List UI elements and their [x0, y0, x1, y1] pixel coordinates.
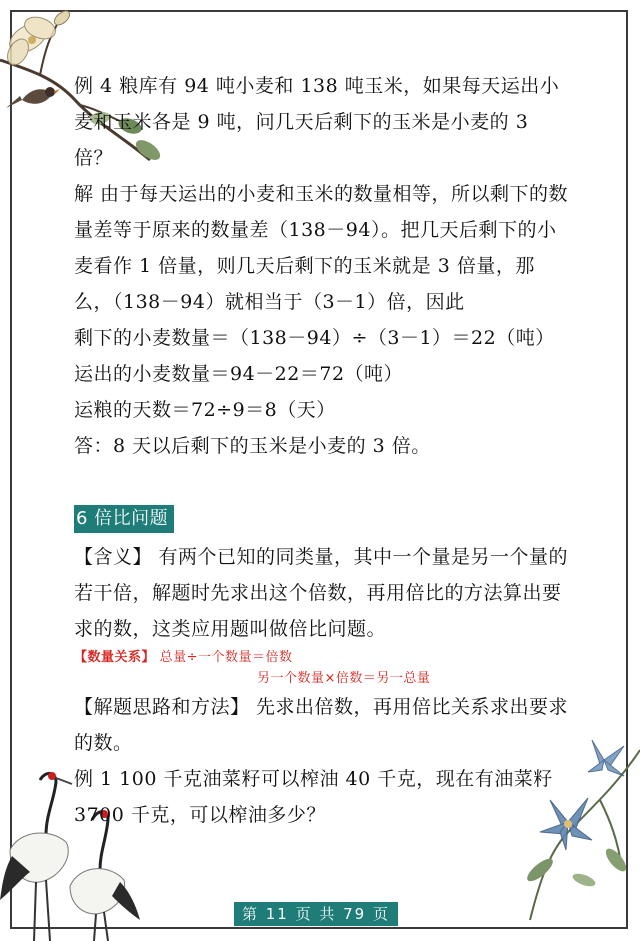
section-spacer — [74, 464, 570, 500]
section-approach: 【解题思路和方法】 先求出倍数，再用倍比关系求出要求的数。 — [74, 696, 569, 754]
section-title: 6 倍比问题 — [74, 505, 174, 533]
section-meaning: 【含义】 有两个已知的同类量，其中一个量是另一个量的若干倍，解题时先求出这个倍数，再用倍比的方法算出要求的数，这类应用题叫做倍比问题。 — [74, 546, 569, 640]
quantity-relation — [74, 647, 570, 689]
relation-formula-1: 总量÷一个数量＝倍数 — [159, 650, 293, 665]
example4-step2: 运出的小麦数量＝94－22＝72（吨） — [74, 363, 404, 385]
example4-solution: 解 由于每天运出的小麦和玉米的数量相等，所以剩下的数量差等于原来的数量差（138－94）。把几天后剩下的小麦看作 1 倍量，则几天后剩下的玉米就是 3 倍量，那么，（138－94）就相当于（3－1）倍，因此 — [74, 183, 569, 313]
example4-step1: 剩下的小麦数量＝（138－94）÷（3－1）＝22（吨） — [74, 327, 555, 349]
relation-line-1 — [74, 647, 570, 668]
relation-tag: 【数量关系】 — [74, 650, 156, 665]
example4-answer: 答：8 天以后剩下的玉米是小麦的 3 倍。 — [74, 435, 431, 457]
section-example1: 例 1 100 千克油菜籽可以榨油 40 千克，现在有油菜籽 3700 千克，可以榨油多少？ — [74, 768, 553, 826]
example4-question: 例 4 粮库有 94 吨小麦和 138 吨玉米，如果每天运出小麦和玉米各是 9 吨，问几天后剩下的玉米是小麦的 3 倍？ — [74, 75, 560, 169]
example4-step3: 运粮的天数＝72÷9＝8（天） — [74, 399, 336, 421]
page-content — [74, 68, 570, 833]
relation-formula-2: 另一个数量×倍数＝另一总量 — [257, 671, 431, 686]
page-number-label: 第 11 页 共 79 页 — [234, 902, 398, 926]
